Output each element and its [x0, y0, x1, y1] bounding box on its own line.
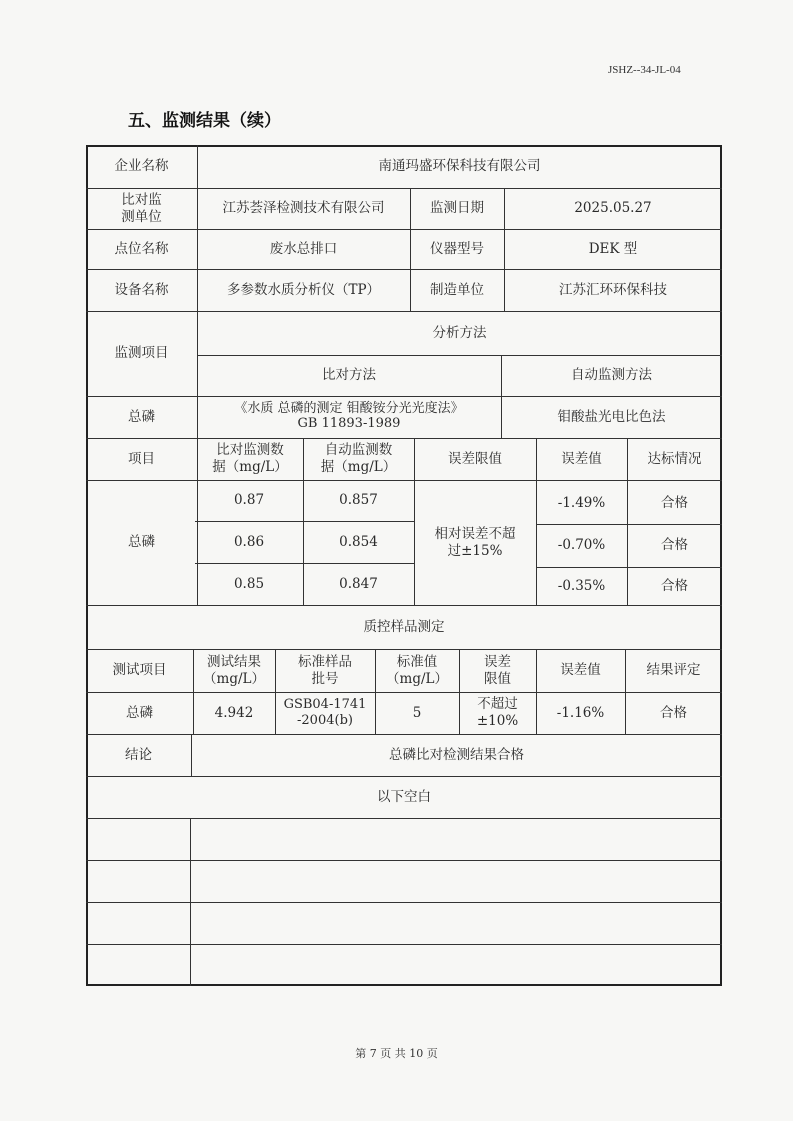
- qc-standard: 5: [412, 704, 422, 721]
- cmp-header-compare: 比对监测数 据（mg/L）: [212, 442, 288, 475]
- site-value: 废水总排口: [269, 240, 338, 257]
- qc-evaluation: 合格: [660, 704, 687, 721]
- compare-method-value: 《水质 总磷的测定 钼酸铵分光光度法》 GB 11893-1989: [234, 401, 464, 431]
- rule: [190, 818, 191, 986]
- cmp-row-3-compare: 0.85: [233, 575, 265, 592]
- model-label: 仪器型号: [430, 240, 484, 257]
- compare-unit-label: 比对监 测单位: [121, 191, 162, 225]
- qc-header-standard: 标准值 （mg/L）: [386, 653, 448, 687]
- rule: [86, 944, 722, 945]
- cmp-row-1-error: -1.49%: [557, 494, 606, 511]
- qc-result: 4.942: [214, 704, 254, 721]
- cmp-row-2-compare: 0.86: [233, 533, 265, 550]
- maker-label: 制造单位: [430, 281, 484, 298]
- date-label: 监测日期: [430, 200, 484, 217]
- auto-method-value: 钼酸盐光电比色法: [557, 408, 666, 425]
- cmp-header-limit: 误差限值: [448, 450, 502, 467]
- cmp-row-3-status: 合格: [661, 577, 688, 594]
- conclusion-label: 结论: [125, 746, 152, 763]
- company-label: 企业名称: [114, 158, 169, 175]
- company-value: 南通玛盛环保科技有限公司: [378, 158, 541, 175]
- site-label: 点位名称: [114, 240, 169, 257]
- qc-header-result: 测试结果 （mg/L）: [203, 653, 265, 687]
- blank-note: 以下空白: [377, 788, 431, 805]
- analysis-method-header: 分析方法: [432, 324, 487, 341]
- qc-header-evaluation: 结果评定: [646, 662, 701, 679]
- qc-batch: GSB04-1741 -2004(b): [283, 696, 367, 728]
- auto-method-header: 自动监测方法: [571, 367, 652, 384]
- cmp-item: 总磷: [128, 534, 155, 551]
- rule: [86, 902, 722, 903]
- model-value: DEK 型: [588, 240, 638, 257]
- qc-header-item: 测试项目: [112, 662, 167, 679]
- cmp-limit: 相对误差不超 过±15%: [434, 525, 516, 559]
- cmp-row-1-compare: 0.87: [233, 492, 265, 509]
- qc-header-batch: 标准样品 批号: [298, 653, 352, 687]
- cmp-header-status: 达标情况: [647, 450, 702, 467]
- qc-error: -1.16%: [556, 704, 605, 721]
- rule: [86, 860, 722, 861]
- cmp-header-auto: 自动监测数 据（mg/L）: [320, 442, 397, 475]
- cmp-row-3-error: -0.35%: [557, 577, 606, 594]
- qc-item: 总磷: [126, 704, 153, 721]
- cmp-row-2-status: 合格: [661, 537, 688, 554]
- method-item-name: 总磷: [128, 408, 155, 425]
- section-title: 五、监测结果（续）: [128, 111, 281, 131]
- monitor-item-label: 监测项目: [114, 345, 169, 362]
- cmp-row-1-status: 合格: [661, 494, 688, 511]
- qc-title: 质控样品测定: [363, 618, 445, 635]
- cmp-row-1-auto: 0.857: [339, 492, 378, 509]
- qc-header-error: 误差值: [560, 662, 601, 679]
- compare-method-header: 比对方法: [322, 367, 376, 384]
- cmp-header-item: 项目: [128, 450, 155, 467]
- cmp-row-2-auto: 0.854: [339, 533, 378, 550]
- cmp-header-error: 误差值: [561, 450, 602, 467]
- qc-header-limit: 误差 限值: [484, 653, 511, 687]
- date-value: 2025.05.27: [574, 200, 652, 217]
- device-value: 多参数水质分析仪（TP）: [226, 281, 381, 298]
- conclusion-value: 总磷比对检测结果合格: [389, 746, 524, 763]
- page-number: 第 7 页 共 10 页: [355, 1047, 438, 1060]
- device-label: 设备名称: [114, 281, 169, 298]
- cmp-row-2-error: -0.70%: [557, 537, 606, 554]
- maker-value: 江苏汇环环保科技: [559, 281, 667, 298]
- cmp-row-3-auto: 0.847: [339, 575, 378, 592]
- qc-limit: 不超过 ±10%: [476, 696, 519, 729]
- compare-unit-value: 江苏荟泽检测技术有限公司: [222, 200, 385, 217]
- doc-code: JSHZ--34-JL-04: [608, 64, 681, 76]
- rule: [86, 818, 722, 819]
